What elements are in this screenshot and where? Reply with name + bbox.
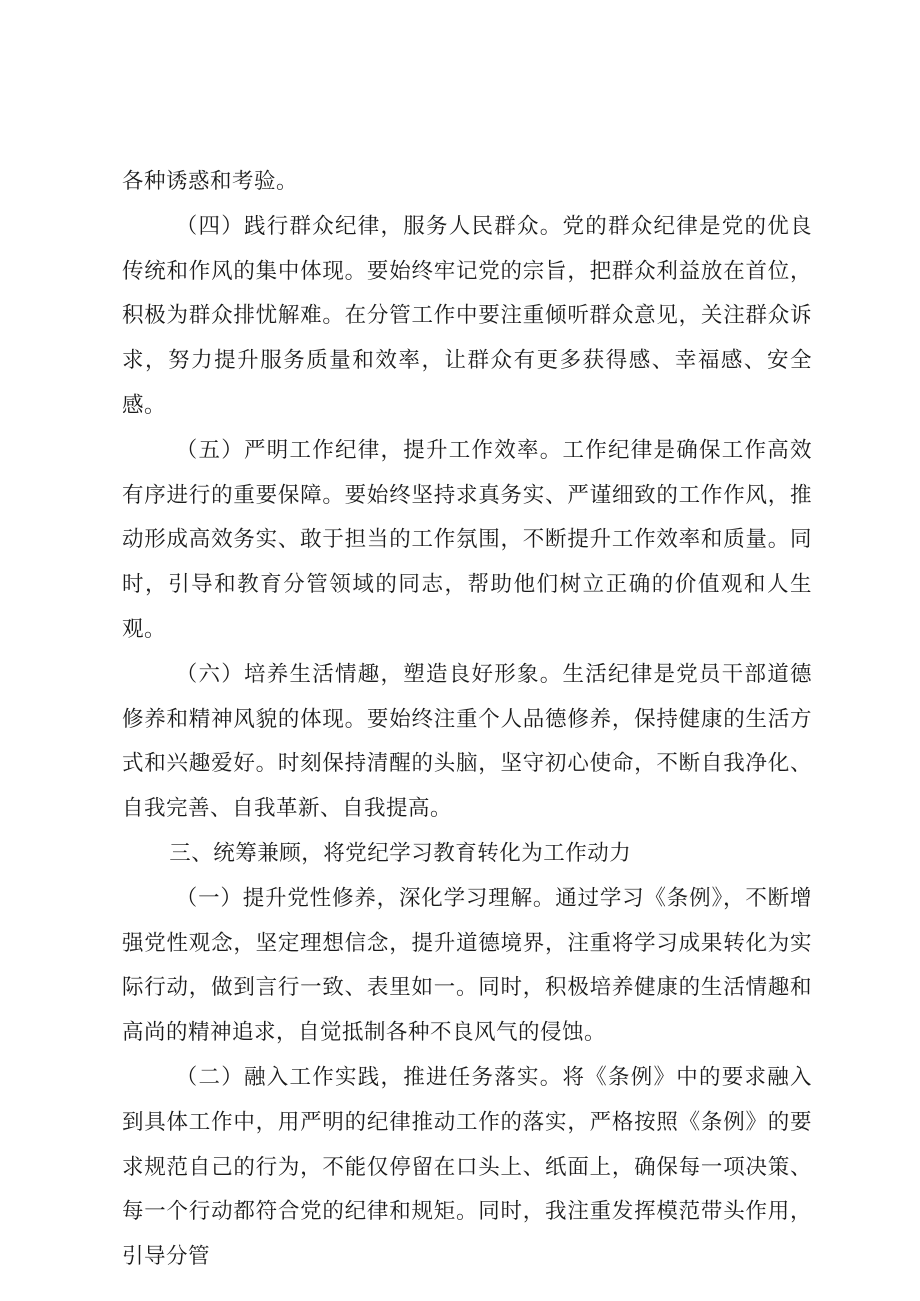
paragraph-section-4: （四）践行群众纪律，服务人民群众。党的群众纪律是党的优良传统和作风的集中体现。要始终牢记党的宗旨，把群众利益放在首位，积极为群众排忧解难。在分管工作中要注重倾听群众意见，关注群众诉求，努力提升服务质量和效率，让群众有更多获得感、幸福感、安全感。 xyxy=(122,213,812,418)
paragraph-subsection-1: （一）提升党性修养，深化学习理解。通过学习《条例》，不断增强党性观念，坚定理想信念，提升道德境界，注重将学习成果转化为实际行动，做到言行一致、表里如一。同时，积极培养健康的生活情趣和高尚的精神追求，自觉抵制各种不良风气的侵蚀。 xyxy=(122,885,812,1046)
document-body xyxy=(122,160,812,1280)
paragraph-subsection-2: （二）融入工作实践，推进任务落实。将《条例》中的要求融入到具体工作中，用严明的纪律推动工作的落实，严格按照《条例》的要求规范自己的行为，不能仅停留在口头上、纸面上，确保每一项决策、每一个行动都符合党的纪律和规矩。同时，我注重发挥模范带头作用，引导分管 xyxy=(122,1064,812,1270)
section-heading-3: 三、统筹兼顾，将党纪学习教育转化为工作动力 xyxy=(169,840,632,866)
paragraph-section-5: （五）严明工作纪律，提升工作效率。工作纪律是确保工作高效有序进行的重要保障。要始终坚持求真务实、严谨细致的工作作风，推动形成高效务实、敢于担当的工作氛围，不断提升工作效率和质量。同时，引导和教育分管领域的同志，帮助他们树立正确的价值观和人生观。 xyxy=(122,437,812,642)
paragraph-section-6: （六）培养生活情趣，塑造良好形象。生活纪律是党员干部道德修养和精神风貌的体现。要始终注重个人品德修养，保持健康的生活方式和兴趣爱好。时刻保持清醒的头脑，坚守初心使命，不断自我净化、自我完善、自我革新、自我提高。 xyxy=(122,661,812,822)
paragraph-continuation: 各种诱惑和考验。 xyxy=(122,169,299,194)
